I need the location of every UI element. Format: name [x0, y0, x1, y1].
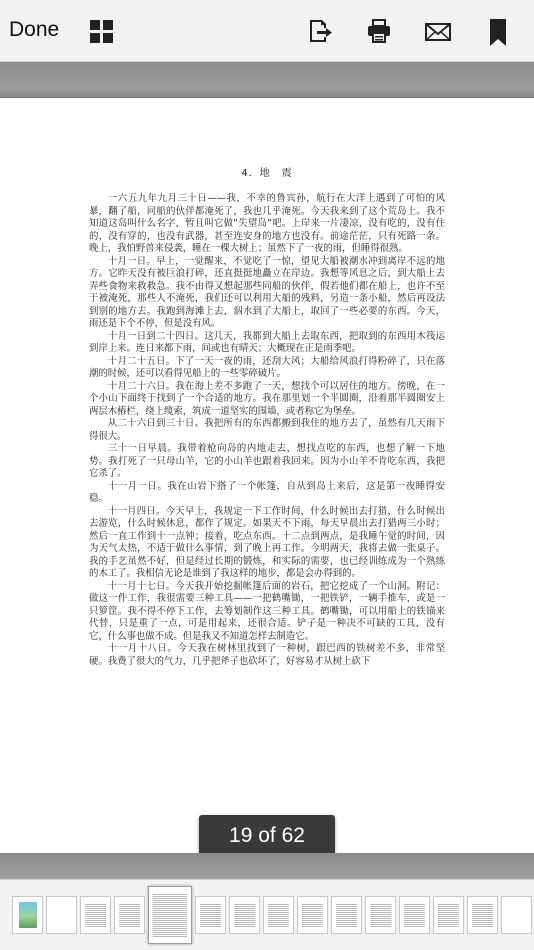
paragraph: 十一月一日。我在山岩下搭了一个帐篷，自从到岛上来后，这是第一夜睡得安稳。: [89, 480, 445, 504]
mail-icon: [425, 23, 451, 41]
document-page[interactable]: [0, 98, 534, 853]
thumbnail-text-lines: [302, 903, 323, 928]
thumbnail-text-lines: [119, 903, 140, 928]
thumbnail-text-lines: [336, 903, 357, 928]
thumbnail-text-lines: [438, 903, 459, 928]
thumbnail-text-lines: [268, 903, 289, 928]
thumbnail[interactable]: [331, 896, 362, 934]
bookmark-icon: [489, 19, 507, 47]
done-button[interactable]: Done: [9, 18, 60, 41]
chapter-title: 4．地 震: [241, 168, 293, 179]
thumbnail-text-lines: [404, 903, 425, 928]
thumbnail-text-lines: [370, 903, 391, 928]
paragraph: 十月一日到二十四日。这几天，我都到大船上去取东西，把取到的东西用木筏运到岸上来。连日来都下雨，间或也有晴天；大概现在正是雨季吧。: [89, 330, 445, 354]
paragraph: 从二十六日到三十日。我把所有的东西都搬到我住的地方去了，虽然有几天雨下得很大。: [89, 418, 445, 442]
paragraph: 十一月四日。今天早上，我规定一下工作时间，什么时候出去打猎，什么时候出去游览，什么时候休息，都作了规定。如果天不下雨，每天早晨出去打猎两三小时；然后一直工作到十一点钟；接着，吃点东西。十二点到两点，是我睡午觉的时间，因为天气太热，不适于做什么事情，到了晚上再工作。今明两天，我将去做一张桌子。我的手艺虽然不好，但是经过长期的锻炼，和实际的需要，也已经训练成为一个熟练的木工了。我相信无论是谁到了我这样的地步，都是会办得到的。: [89, 505, 445, 579]
thumbnail[interactable]: [501, 896, 532, 934]
thumbnail-text-lines: [472, 903, 493, 928]
thumbnail-text-lines: [153, 893, 187, 938]
page-separator-bottom: [0, 853, 534, 879]
thumbnail[interactable]: [12, 896, 43, 934]
bookmark-button[interactable]: [489, 19, 507, 51]
mail-button[interactable]: [425, 23, 451, 45]
paragraph: 一六五九年九月三十日——我，不幸的鲁宾孙，航行在大洋上遇到了可怕的风暴，翻了船，同船的伙伴都淹死了，我也几乎淹死。今天我来到了这个荒岛上。我不知道这岛叫什么名字，暂且叫它做“失望岛”吧。上岸来一片凄凉，没有吃的，没有住的，没有穿的，也没有武器，甚至连安身的地方也没有。前途茫茫，只有死路一条。晚上，我怕野兽来侵袭，睡在一棵大树上；虽然下了一夜的雨，但睡得很熟。: [89, 193, 445, 254]
thumbnail[interactable]: [263, 896, 294, 934]
thumbnail[interactable]: [365, 896, 396, 934]
top-toolbar: [0, 0, 534, 62]
grid-icon: [90, 20, 114, 44]
paragraph: 十月二十五日。下了一天一夜的雨，还刮大风；大船给风浪打得粉碎了，只在落潮的时候，还可以看得见船上的一些零碎破片。: [89, 355, 445, 379]
thumbnail-text-lines: [85, 903, 106, 928]
print-icon: [366, 18, 392, 44]
thumbnail[interactable]: [114, 896, 145, 934]
export-button[interactable]: [307, 18, 333, 48]
thumbnail[interactable]: [297, 896, 328, 934]
paragraph: 十一月十七日。今天我开始挖掘帐篷后面的岩石，把它挖成了一个山洞。附记：做这一件工作，我很需要三种工具——一把鹤嘴锄，一把铁铲，一辆手推车，或是一只箩筐。我不得不停下工作，去筹划制作这三种工具。鹤嘴锄，可以用船上的铁锚来代替，只是重了一点，可是用起来，还很合适。铲子是一种决不可缺的工具，没有它，什么事也做不成。但是我又不知道怎样去制造它。: [89, 580, 445, 642]
thumbnail-current[interactable]: [148, 886, 192, 944]
thumbnail[interactable]: [46, 896, 77, 934]
cover-art: [19, 902, 37, 928]
thumbnail-text-lines: [234, 903, 255, 928]
thumbnail[interactable]: [399, 896, 430, 934]
thumbnail[interactable]: [80, 896, 111, 934]
thumbnail-strip[interactable]: [0, 879, 534, 950]
paragraph: 十月二十六日。我在海上差不多跑了一天，想找个可以居住的地方。傍晚，在一个小山下面终于找到了一个合适的地方。我在那里划一个半圆圈，沿着那半圆圈安上两层木樁栏，绕上缆索，筑成一道坚实的围墙，或者称它为堡垒。: [89, 380, 445, 417]
thumbnail[interactable]: [195, 896, 226, 934]
export-icon: [307, 18, 333, 44]
thumbnail[interactable]: [467, 896, 498, 934]
thumbnail[interactable]: [433, 896, 464, 934]
page-separator-top: [0, 62, 534, 98]
paragraph: 十一月十八日。今天我在树林里找到了一种树，跟巴西的铁树差不多，非常坚硬。我费了很大的气力，几乎把斧子也砍坏了，好容易才从树上砍下: [89, 643, 445, 667]
page-counter: 19 of 62: [199, 815, 335, 857]
thumbnail[interactable]: [229, 896, 260, 934]
page-body-text: [89, 193, 445, 668]
print-button[interactable]: [366, 18, 392, 48]
grid-view-button[interactable]: [90, 20, 114, 44]
paragraph: 三十一日早晨。我带着枪向岛的内地走去，想找点吃的东西，也想了解一下地势。我打死了一只母山羊，它的小山羊也跟着我回来。因为小山羊不肯吃东西，我把它杀了。: [89, 443, 445, 479]
thumbnail-text-lines: [200, 903, 221, 928]
paragraph: 十月一日。早上，一觉醒来，不觉吃了一惊，望见大船被潮水冲到离岸不远的地方。它昨天没有被巨浪打碎，还直挺挺地矗立在岸边。我想等风息之后，到大船上去弄些食物来救救急。我不由得又想起那些同船的伙伴，假若他们都在船上，也许不至于被淹死，那些人不淹死，我们还可以利用大船的残料，另造一条小船，然后再设法到别的地方去。我跑到海滩上去，泅水到了大船上，取回了一些必要的东西。今天，雨还是下个不停，但是没有风。: [89, 255, 445, 329]
